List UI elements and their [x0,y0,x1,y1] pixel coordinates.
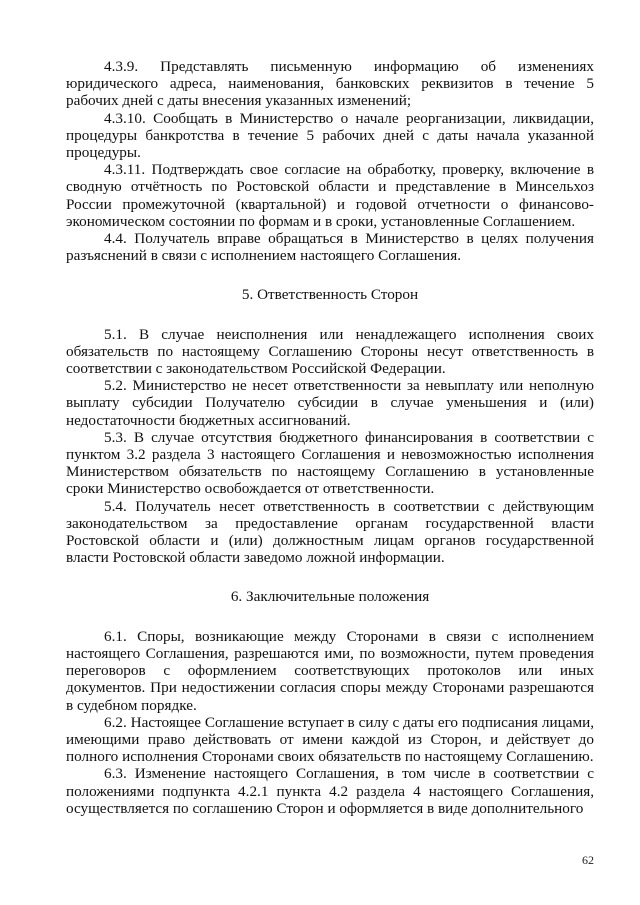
paragraph-4-3-10: 4.3.10. Сообщать в Министерство о начале реорганизации, ликвидации, процедуры банкротства в течение 5 рабочих дней с даты начала указанной процедуры. [66,109,594,162]
section-6-heading: 6. Заключительные положения [230,588,430,606]
spacer [66,264,594,286]
paragraph-4-3-9: 4.3.9. Представлять письменную информацию об изменениях юридического адреса, наименования, банковских реквизитов в течение 5 рабочих дней с даты внесения указанных изменений; [66,58,594,110]
paragraph-6-1: 6.1. Споры, возникающие между Сторонами в связи с исполнением настоящего Соглашения, разрешаются ими, по возможности, путем проведения переговоров с оформлением соответствующих протоколов или иных документов. При недостижении согласия споры между Сторонами разрешаются в судебном порядке. [66,627,594,714]
spacer [66,566,594,588]
paragraph-5-3: 5.3. В случае отсутствия бюджетного финансирования в соответствии с пунктом 3.2 раздела 3 настоящего Соглашения и невозможностью исполнения Министерством обязательств по настоящему Соглашению в установленные сроки Министерство освобождается от ответственности. [66,428,594,498]
paragraph-4-4: 4.4. Получатель вправе обращаться в Министерство в целях получения разъяснений в связи с исполнением настоящего Соглашения. [66,230,594,265]
spacer [66,304,594,326]
paragraph-5-1: 5.1. В случае неисполнения или ненадлежащего исполнения своих обязательств по настоящему Соглашению Стороны несут ответственность в соответствии с законодательством Российской Федерации. [66,325,594,378]
paragraph-6-2: 6.2. Настоящее Соглашение вступает в силу с даты его подписания лицами, имеющими право действовать от имени каждой из Сторон, и действует до полного исполнения Сторонами своих обязательств по настоящему Соглашению. [66,713,594,766]
paragraph-5-4: 5.4. Получатель несет ответственность в соответствии с действующим законодательством за предоставление органам государственной власти Ростовской области и (или) должностным лицам органов государственной власти Ростовской области заведомо ложной информации. [66,497,594,567]
spacer [66,606,594,628]
paragraph-6-3: 6.3. Изменение настоящего Соглашения, в том числе в соответствии с положениями подпункта 4.2.1 пункта 4.2 раздела 4 настоящего Соглашения, осуществляется по соглашению Сторон и оформляется в виде дополнительного [66,765,594,817]
paragraph-5-2: 5.2. Министерство не несет ответственности за невыплату или неполную выплату субсидии Получателю субсидии в случае уменьшения и (или) недостаточности бюджетных ассигнований. [66,377,594,429]
section-5-heading: 5. Ответственность Сторон [241,286,419,304]
page-number: 62 [582,853,594,867]
paragraph-4-3-11: 4.3.11. Подтверждать свое согласие на обработку, проверку, включение в сводную отчётность по Ростовской области и представление в Минсельхоз России промежуточной (квартальной) и годовой отчетности о финансово-экономическом состоянии по формам и в сроки, установленные Соглашением. [66,161,594,230]
page-body [66,58,594,817]
